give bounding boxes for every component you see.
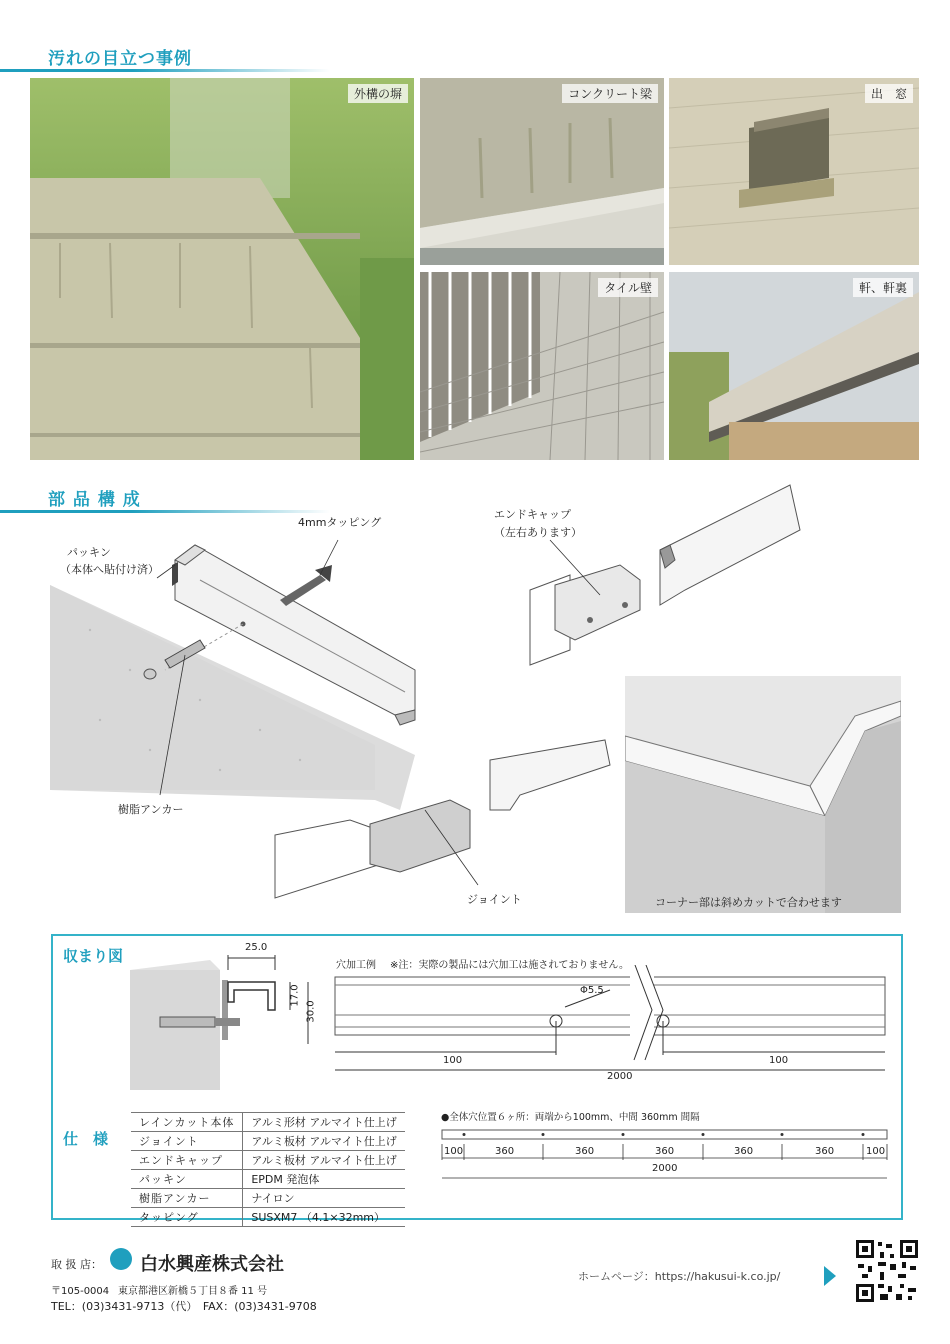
holepos-seg: 360	[575, 1146, 595, 1157]
holepos-seg: 100	[866, 1146, 886, 1157]
arrow-right-icon	[824, 1266, 836, 1286]
photo-bay-window	[669, 78, 919, 265]
homepage-link[interactable]: ホームページ：https://hakusui-k.co.jp/	[578, 1270, 781, 1283]
label-anchor: 樹脂アンカー	[118, 803, 184, 816]
spec-value: アルミ形材 アルマイト仕上げ	[243, 1113, 405, 1132]
spec-row	[131, 1151, 405, 1170]
spec-key: パッキン	[131, 1170, 243, 1189]
spec-row	[131, 1132, 405, 1151]
spec-key: エンドキャップ	[131, 1151, 243, 1170]
label-joint: ジョイント	[467, 893, 522, 906]
hole-title: 穴加工例	[336, 960, 376, 971]
spec-row	[131, 1170, 405, 1189]
label-packing-2: （本体へ貼付け済）	[60, 563, 159, 576]
corner-drawing	[625, 676, 901, 913]
holepos-seg: 360	[495, 1146, 515, 1157]
holepos-seg: 360	[734, 1146, 754, 1157]
spec-value: SUSXM7 （4.1×32mm）	[243, 1208, 405, 1227]
label-endcap-1: エンドキャップ	[494, 508, 571, 521]
photo-label: 軒、軒裏	[853, 278, 913, 297]
photo-label: タイル壁	[598, 278, 658, 297]
photo-eaves-image	[669, 272, 919, 460]
spec-table	[131, 1112, 405, 1227]
title-underline	[0, 69, 330, 72]
photo-tile-wall	[420, 272, 664, 460]
spec-key: 樹脂アンカー	[131, 1189, 243, 1208]
qr-code-icon[interactable]	[854, 1238, 920, 1304]
corner-illustration	[625, 676, 901, 913]
photo-label: コンクリート梁	[562, 84, 658, 103]
photo-bay-window-image	[669, 78, 919, 265]
label-tapping: 4mmタッピング	[298, 516, 382, 529]
hole-total-dim: 2000	[607, 1071, 633, 1082]
dim-h2: 30.0	[305, 1000, 317, 1023]
section-title-parts	[0, 485, 340, 519]
photo-label: 出 窓	[865, 84, 913, 103]
spec-key: タッピング	[131, 1208, 243, 1227]
photo-eaves	[669, 272, 919, 460]
dim-width: 25.0	[245, 942, 268, 953]
fit-drawing	[130, 940, 330, 1090]
label-corner-note: コーナー部は斜めカットで合わせます	[655, 896, 842, 909]
spec-key: ジョイント	[131, 1132, 243, 1151]
holepos-note: ●全体穴位置６ヶ所：両端から100mm、中間 360mm 間隔	[441, 1112, 700, 1123]
photo-fence	[30, 78, 414, 460]
holepos-total: 2000	[652, 1163, 678, 1174]
address: 東京都港区新橋５丁目８番 11 号	[118, 1286, 268, 1297]
hole-left-dim: 100	[443, 1055, 463, 1066]
fit-title: 収まり図	[63, 947, 124, 965]
hole-drawing	[330, 965, 890, 1085]
photo-fence-image	[30, 78, 414, 460]
photo-tile-wall-image	[420, 272, 664, 460]
spec-row	[131, 1189, 405, 1208]
spec-title: 仕 様	[63, 1130, 109, 1148]
spec-key: レインカット本体	[131, 1113, 243, 1132]
dim-h1: 17.0	[289, 984, 301, 1007]
dealer-label: 取 扱 店：	[51, 1258, 102, 1271]
photo-label: 外構の塀	[348, 84, 408, 103]
hole-note: ※注：実際の製品には穴加工は施されておりません。	[390, 960, 629, 971]
holepos-seg: 100	[444, 1146, 464, 1157]
spec-value: アルミ板材 アルマイト仕上げ	[243, 1132, 405, 1151]
section-title-text: 汚れの目立つ事例	[48, 49, 192, 69]
holepos-seg: 360	[655, 1146, 675, 1157]
hole-dia: Φ5.5	[580, 985, 604, 996]
spec-row	[131, 1208, 405, 1227]
company-name: 白水興産株式会社	[140, 1254, 284, 1275]
spec-row	[131, 1113, 405, 1132]
holepos-seg: 360	[815, 1146, 835, 1157]
spec-value: EPDM 発泡体	[243, 1170, 405, 1189]
phone-fax: TEL：(03)3431-9713（代） FAX：(03)3431-9708	[51, 1300, 317, 1313]
hole-right-dim: 100	[769, 1055, 789, 1066]
section-title-examples	[0, 44, 340, 78]
spec-value: アルミ板材 アルマイト仕上げ	[243, 1151, 405, 1170]
section-title-text: 部 品 構 成	[48, 490, 141, 510]
postal-code: 〒105-0004	[51, 1286, 110, 1297]
spec-value: ナイロン	[243, 1189, 405, 1208]
photo-beam	[420, 78, 664, 265]
label-packing-1: パッキン	[67, 546, 111, 559]
title-underline	[0, 510, 330, 513]
photo-beam-image	[420, 78, 664, 265]
label-endcap-2: （左右あります）	[494, 526, 582, 539]
company-logo-icon	[110, 1248, 132, 1270]
